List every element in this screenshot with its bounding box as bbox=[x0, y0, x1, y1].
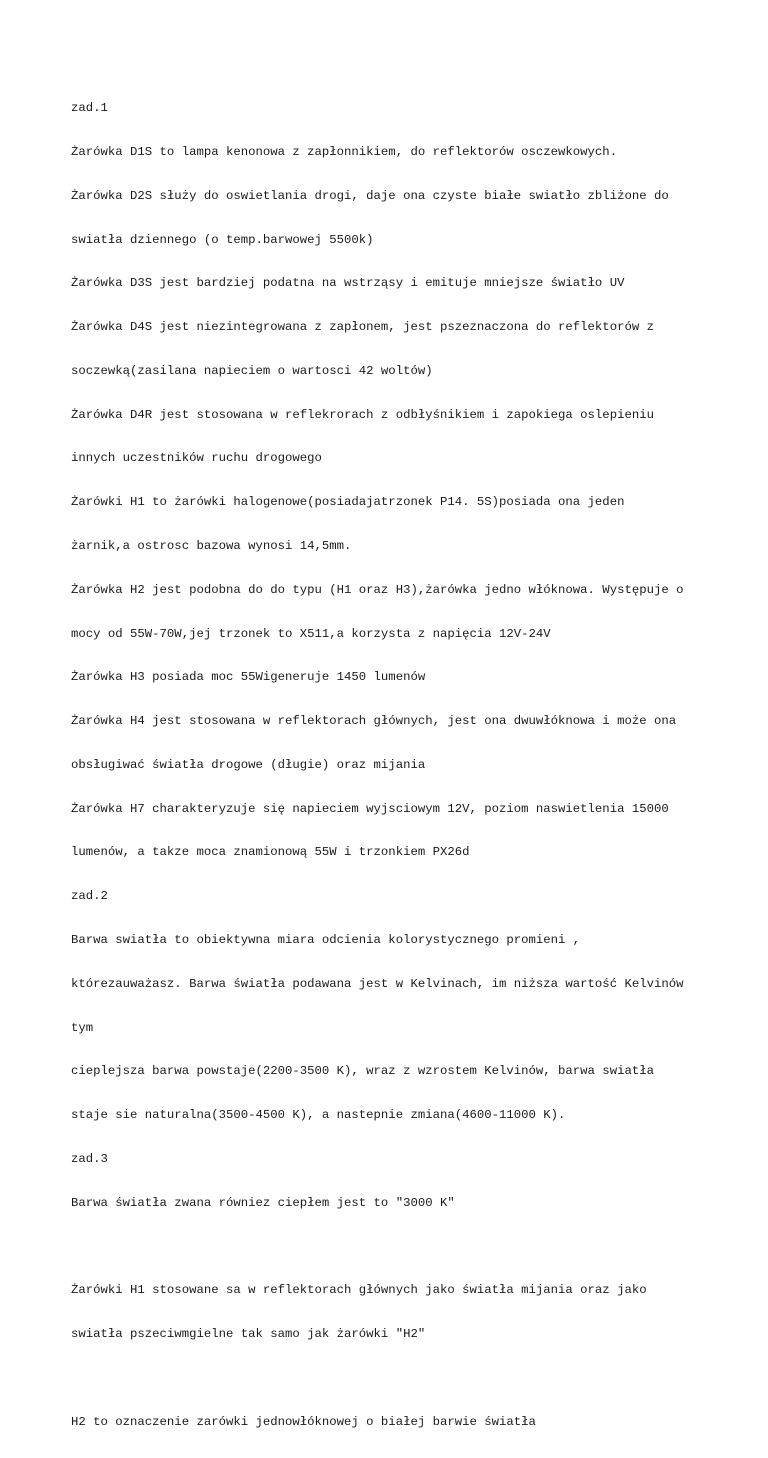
text-line: którezauważasz. Barwa światła podawana jest w Kelvinach, im niższa wartość Kelvinów bbox=[71, 976, 684, 991]
text-line: Żarówka D4R jest stosowana w reflekrorach z odbłyśnikiem i zapokiega oslepieniu bbox=[71, 407, 654, 422]
document-body bbox=[71, 72, 761, 1458]
text-line: Żarówka D4S jest niezintegrowana z zapłonem, jest pszeznaczona do reflektorów z bbox=[71, 320, 654, 335]
text-line: staje sie naturalna(3500-4500 K), a nastepnie zmiana(4600-11000 K). bbox=[71, 1108, 566, 1123]
text-line: zad.3 bbox=[71, 1151, 108, 1166]
text-line: Barwa swiatła to obiektywna miara odcienia kolorystycznego promieni , bbox=[71, 933, 581, 948]
text-line: Żarówka H3 posiada moc 55Wigeneruje 1450 lumenów bbox=[71, 670, 426, 685]
text-line: żarnik,a ostrosc bazowa wynosi 14,5mm. bbox=[71, 539, 352, 553]
text-line: zad.2 bbox=[71, 889, 108, 904]
text-line: Żarówka H7 charakteryzuje się napieciem wyjsciowym 12V, poziom naswietlenia 15000 bbox=[71, 801, 669, 816]
text-line: tym bbox=[71, 1020, 94, 1035]
text-line: obsługiwać światła drogowe (długie) oraz mijania bbox=[71, 757, 426, 772]
text-line: soczewką(zasilana napieciem o wartosci 42 woltów) bbox=[71, 363, 433, 378]
text-line: swiatła dziennego (o temp.barwowej 5500k) bbox=[71, 232, 374, 247]
text-line: Żarówka D1S to lampa kenonowa z zapłonnikiem, do reflektorów osczewkowych. bbox=[71, 144, 618, 159]
text-line: Barwa światła zwana równiez ciepłem jest to "3000 K" bbox=[71, 1195, 455, 1210]
text-line: Żarówka H2 jest podobna do do typu (H1 oraz H3),żarówka jedno włóknowa. Występuje o bbox=[71, 582, 684, 597]
text-line: cieplejsza barwa powstaje(2200-3500 K), wraz z wzrostem Kelvinów, barwa swiatła bbox=[71, 1064, 654, 1079]
text-line: zad.1 bbox=[71, 101, 108, 116]
text-line: lumenów, a takze moca znamionową 55W i trzonkiem PX26d bbox=[71, 845, 470, 860]
text-line: Żarówka D3S jest bardziej podatna na wstrząsy i emituje mniejsze światło UV bbox=[71, 276, 625, 291]
blank-line bbox=[71, 1371, 761, 1386]
text-line: Żarówka D2S służy do oswietlania drogi, daje ona czyste białe swiatło zbliżone do bbox=[71, 188, 669, 203]
text-line: H2 to oznaczenie zarówki jednowłóknowej o białej barwie światła bbox=[71, 1414, 536, 1429]
text-line: mocy od 55W-70W,jej trzonek to X511,a korzysta z napięcia 12V-24V bbox=[71, 626, 551, 641]
blank-line bbox=[71, 1240, 761, 1255]
text-line: swiatła pszeciwmgielne tak samo jak żarówki "H2" bbox=[71, 1327, 426, 1342]
text-line: Żarówki H1 stosowane sa w reflektorach głównych jako światła mijania oraz jako bbox=[71, 1283, 647, 1298]
text-line: innych uczestników ruchu drogowego bbox=[71, 451, 322, 466]
text-line: Żarówka H4 jest stosowana w reflektorach głównych, jest ona dwuwłóknowa i może ona bbox=[71, 714, 677, 729]
text-line: Żarówki H1 to żarówki halogenowe(posiadajatrzonek P14. 5S)posiada ona jeden bbox=[71, 495, 625, 510]
